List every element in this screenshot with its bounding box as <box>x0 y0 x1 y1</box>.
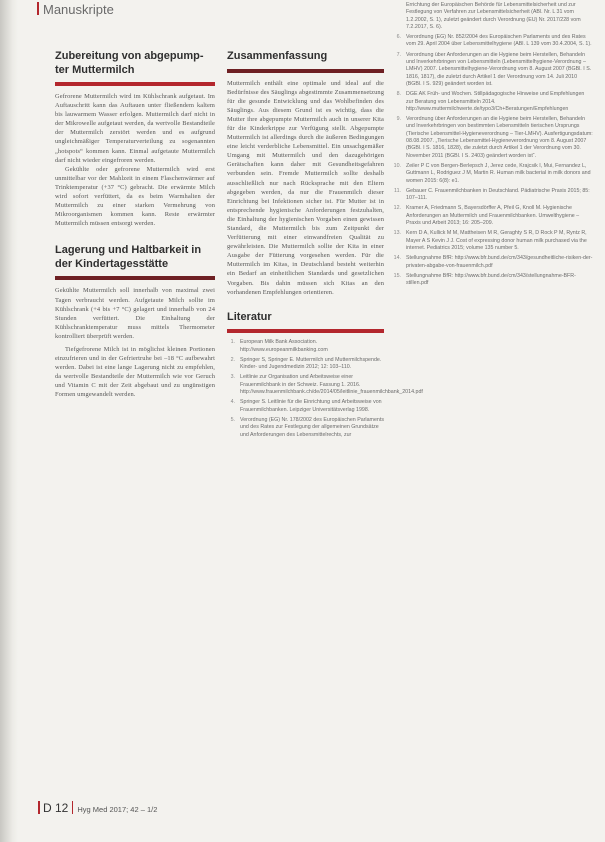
reference-list <box>227 339 423 439</box>
reference-number: 15. <box>393 272 401 279</box>
paragraph: Gekühlte Muttermilch soll innerhalb von maximal zwei Tagen verbraucht werden. Aufgetaute Milch sollte im Kühlschrank (+4 bis +7 °C) gelagert und innerhalb von 24 Stunden verfüttert. Die Einhaltung der Kühlschranktemperatur muss mittels Thermometer kontrolliert überprüft werden. <box>55 287 215 340</box>
reference-text: European Milk Bank Association. http://www.europeanmilkbanking.com <box>240 339 328 353</box>
reference-item <box>393 163 593 185</box>
page-edge-shadow <box>0 0 18 842</box>
page-number: D 12 <box>43 801 69 815</box>
reference-number: 5. <box>230 416 235 423</box>
reference-list-continued <box>393 2 593 31</box>
section-label <box>37 2 114 17</box>
reference-number: 1. <box>230 339 235 346</box>
reference-text: DGE AK Früh- und Wochen. Stillpädagogische Hinweise und Empfehlungen zur Beratung von Lebensmitteln 2014. http://www.muttermilchwerte.de/typo3/Ch+Beratungen/Empfehlungen <box>406 91 585 112</box>
reference-item <box>227 357 384 372</box>
journal-citation: Hyg Med 2017; 42 – 1/2 <box>77 805 158 814</box>
reference-number: 10. <box>393 162 401 169</box>
reference-number: 14. <box>393 255 401 262</box>
reference-text: Verordnung (EG) Nr. 852/2004 des Europäischen Parlaments und des Rates vom 29. April 2004 über Lebensmittelhygiene (ABl. L 139 vom 30.4.2004, S. 1). <box>406 34 592 48</box>
paragraph: Tiefgefrorene Milch ist in möglichst kleinen Portionen einzufrieren und in der Gefriertruhe bei –18 °C aufbewahrt werden. Dabei ist eine lange Lagerung nicht zu empfehlen, da wertvolle Bestandteile der Muttermilch wie vor Geruch und Vitamin C mit der Zeit abgebaut und zu ungünstigen Formen umgewandelt werden. <box>55 345 215 399</box>
reference-item <box>227 374 423 396</box>
reference-number: 3. <box>230 374 235 381</box>
section-label-text: Manuskripte <box>43 2 114 17</box>
heading-lagerung: Lagerung und Haltbarkeit in der Kindertagesstätte <box>55 244 202 270</box>
reference-text: Verordnung (EG) Nr. 178/2002 des Europäischen Parlaments und des Rates zur Festlegung der allgemeinen Grundsätze und Anforderungen des Lebensmittelrechts, zur <box>240 416 384 438</box>
paragraph: Gekühlte oder gefrorene Muttermilch wird erst unmittelbar vor der Mahlzeit in einem Flaschenwärmer auf Trinktemperatur (+37 °C) gebracht. Die erwärmte Milch wird sofort verfüttert, da es beim Warmhalten der Muttermilch zu einer starken Vermehrung von Mikroorganismen kommen kann. Reste erwärmter Muttermilch müssen entsorgt werden. <box>55 165 215 228</box>
paragraph: Gefrorene Muttermilch wird im Kühlschrank aufgetaut. Im Auftauschritt kann das Auftauen unter fließendem kaltem bis lauwarmem Wasser erfolgen. Muttermilch darf nicht in der Mikrowelle aufgetaut werden, da wertvolle Bestandteile der Muttermilch zerstört werden und es aufgrund ungleichmäßiger Temperaturverteilung zu sogenannten „hotspots“ kommen kann. Einmal aufgetaute Muttermilch darf nicht wieder eingefroren werden. <box>55 93 215 164</box>
reference-item <box>393 230 593 252</box>
reference-item <box>393 116 593 160</box>
reference-text: Kern D A, Kullick M M, Mattheisen M R, Geraghty S R, D Rock P M, Ryntz R, Mayer A S Kevin J J. Cost of expressing donor human milk purchased via the internet. Pediatrics 2015; volume 135 number 5. <box>406 230 587 251</box>
reference-number: 7. <box>396 51 401 58</box>
reference-item <box>227 399 384 414</box>
heading-literatur: Literatur <box>227 310 272 323</box>
heading-zubereitung: Zubereitung von abgepump-ter Muttermilch <box>55 50 204 76</box>
footer-separator <box>72 801 73 814</box>
reference-item <box>393 255 593 270</box>
reference-text: Zeiler P C von Bergen-Berlepsch J, Jerez cede, Krajcsik I, Mui, Fernandez L, Guttmann L, Rodriguez J M, Martin R. Human milk bacterial in milk donors and women 2015: 6(8): e1. <box>406 162 591 184</box>
heading-rule <box>55 82 215 86</box>
paragraph: Muttermilch enthält eine optimale und ideal auf die Bedürfnisse des Säuglings abgestimmte Zusammensetzung für die gesunde Entwicklung und das Wohlbefinden des Säuglings. Aus diesem Grund ist es wichtig, dass die Mutter ihre abgepumpte Muttermilch auch in unserer Kita für die Kinderkrippe zur Verfügung stellt. Abgepumpte Muttermilch ist allerdings durch die äußeren Bedingungen eine leicht verderbliche Lebensmittel. Ein unsachgemäßer Umgang mit Muttermilch und den dazugehörigen Gerätschaften kann daher mit Gesundheitsgefahren verbunden sein. Fremde Muttermilch sollte deshalb ausschließlich nur nach Rücksprache mit den Eltern abgegeben werden, da nur die Frauenmilch dieser Einrichtung bei Infektionen sicher ist. Für Mutter ist in entsprechende hygienische Anforderungen festzuhalten, die Einhaltung der hygienischen Vorgaben einen gewissen Standard, die Muttermilch bis zum Zeitpunkt der Verfütterung mit einer einwandfreien Qualität zu gewährleisten. Die Muttermilch sollte der Kita in einer Ausgabe der Fütterung vorgesehen werden. Für die Muttermilch im Kitas, in Deutschland besteht weiterhin ein Bedarf an einheitlichen Standards und gesetzlichen Vorgaben. Bis dahin müssen sich Kitas an den vorhandenen Empfehlungen orientieren. <box>227 79 384 296</box>
reference-number: 8. <box>396 91 401 98</box>
reference-item <box>393 188 593 203</box>
reference-text: Stellungnahme BfR: http://www.bfr.bund.de/cm/343/gesundheitliche-risiken-der-privaten-abgabe-von-frauenmilch.pdf <box>406 255 593 269</box>
reference-number: 11. <box>394 187 401 194</box>
column-left <box>55 50 215 580</box>
reference-list <box>393 34 593 287</box>
reference-item <box>393 273 593 288</box>
column-right <box>393 2 593 612</box>
reference-item <box>393 205 593 227</box>
heading-rule <box>227 329 384 333</box>
reference-text: Springer S, Springer E. Muttermilch und Muttermilchspende. Kinder- und Jugendmedizin 2012; 12: 103–110. <box>240 356 382 371</box>
reference-text: Springer S. Leitlinie für die Einrichtung und Arbeitsweise von Frauenmilchbanken. Leipziger Universitätsverlag 1998. <box>240 399 382 413</box>
footer-bar <box>38 801 40 814</box>
reference-number: 9. <box>396 116 401 123</box>
reference-number: 6. <box>396 34 401 41</box>
heading-zusammenfassung: Zusammenfassung <box>227 50 328 62</box>
reference-text: Verordnung über Anforderungen an die Hygiene beim Herstellen, Behandeln und Inverkehrbringen von bestimmten Lebensmitteln tierischen Ursprungs (Tierische Lebensmittel-Hygieneverordnung – Tier-LMHV). Ausfertigungsdatum: 08.08.2007. „Tierische Lebensmittel-Hygieneverordnung vom 8. August 2007 (BGBl. I S. 1816, 1828), die zuletzt durch Artikel 1 der Verordnung vom 30. November 2011 (BGBl. I S. 2403) geändert worden ist“. <box>406 116 593 159</box>
reference-text: Kramer A, Friedmann S, Bayersdörffer A, Pfeil G, Knoll M. Hygienische Anforderungen an Muttermilch und Frauenmilchbanken. Umwelthygiene – Praxis und Arbeit 2013; 16: 205–209. <box>406 205 580 227</box>
reference-item <box>227 339 384 354</box>
reference-number: 4. <box>230 399 235 406</box>
reference-text: Verordnung über Anforderungen an die Hygiene beim Herstellen, Behandeln und Inverkehrbringen von Lebensmitteln (Lebensmittelhygiene-Verordnung – LMHV) 2007. Lebensmittelhygiene-Verordnung vom 8. August 2007 (BGBl. I S. 1816, 1817), die zuletzt durch Artikel 1 der Verordnung vom 14. Juli 2010 (BGBl. I S. 929) geändert worden ist. <box>406 51 592 87</box>
reference-item <box>227 417 384 439</box>
heading-rule <box>227 69 384 73</box>
reference-number: 12. <box>393 205 401 212</box>
reference-item <box>393 91 593 113</box>
heading-rule <box>55 276 215 280</box>
reference-number: 2. <box>230 356 235 363</box>
page-footer <box>38 799 157 815</box>
reference-number: 13. <box>393 230 401 237</box>
reference-continuation: Errichtung der Europäischen Behörde für Lebensmittelsicherheit und zur Festlegung von Verfahren zur Lebensmittelsicherheit (ABl. Nr. L 31 vom 1.2.2002, S. 1), zuletzt geändert durch Verordnung (EU) Nr. 2017/228 vom 7.2.2017, S. 6). <box>406 2 581 30</box>
reference-item <box>393 34 593 49</box>
reference-text: Gebauer C. Frauenmilchbanken in Deutschland. Pädiatrische Praxis 2015; 85: 107–111. <box>406 187 590 202</box>
section-bar <box>37 2 39 15</box>
reference-item <box>393 52 593 88</box>
reference-text: Leitlinie zur Organisation und Arbeitsweise einer Frauenmilchbank in der Schweiz. Fassung 1. 2016. http://www.frauenmilchbank.ch/de/2014/05/leitlinie_frauenmilchbank_2014.pdf <box>240 374 423 396</box>
reference-text: Stellungnahme BfR: http://www.bfr.bund.de/cm/343/stellungnahme-BFR-stillen.pdf <box>406 272 576 287</box>
